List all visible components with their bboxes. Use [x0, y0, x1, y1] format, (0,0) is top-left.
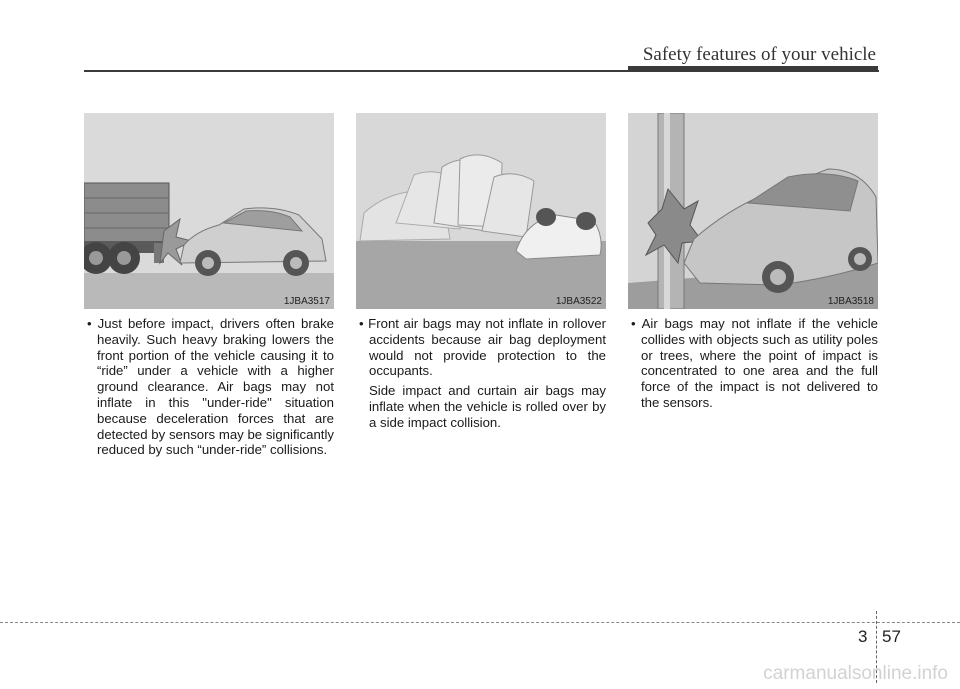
figure-under-ride — [84, 113, 334, 309]
figure-code: 1JBA3517 — [283, 296, 330, 307]
paragraph: Side impact and curtain air bags may inflate when the vehicle is rolled over by a side impact collision. — [369, 383, 606, 430]
paragraph: • Air bags may not inflate if the vehicle collides with objects such as utility poles or trees, where the point of impact is concentrated to one area and the full force of the impact is not delivered to the sensors. — [631, 316, 878, 410]
utility-pole-illustration — [628, 113, 878, 309]
figure-code: 1JBA3522 — [555, 296, 602, 307]
page-number: 57 — [882, 627, 901, 646]
page-header-title: Safety features of your vehicle — [642, 44, 876, 65]
watermark: carmanualsonline.info — [763, 663, 948, 684]
figure-code: 1JBA3518 — [827, 296, 874, 307]
figure-rollover — [356, 113, 606, 309]
figure-utility-pole — [628, 113, 878, 309]
text-column-rollover — [356, 316, 606, 435]
paragraph: • Just before impact, drivers often brake heavily. Such heavy braking lowers the front portion of the vehicle causing it to “ride” under a vehicle with a higher ground clearance. Air bags may not inflate in this "under-ride" situation because deceleration forces that are detected by sensors may be significantly reduced by such “under-ride” collisions. — [87, 316, 334, 458]
header-rule-accent — [628, 66, 878, 72]
footer-rule — [0, 622, 960, 623]
rollover-illustration — [356, 113, 606, 309]
text-column-utility-pole — [628, 316, 878, 415]
text-column-under-ride — [84, 316, 334, 462]
under-ride-illustration — [84, 113, 334, 309]
chapter-number: 3 — [858, 627, 868, 646]
paragraph: • Front air bags may not inflate in rollover accidents because air bag deployment would not provide protection to the occupants. — [359, 316, 606, 379]
